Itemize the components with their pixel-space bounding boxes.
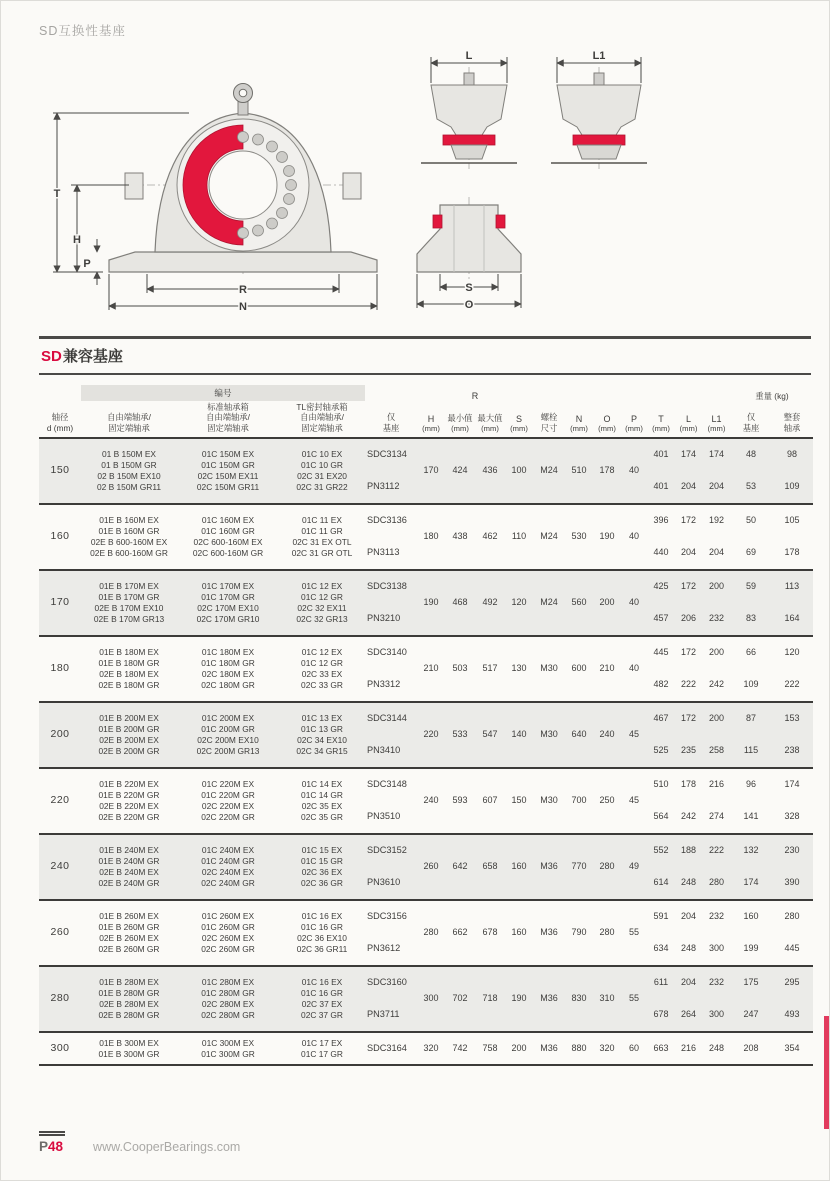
dim-label-L: L: [465, 50, 473, 62]
cell-O: 250: [593, 768, 621, 834]
cell-O: 200: [593, 570, 621, 636]
cell-L: 248: [675, 933, 702, 966]
cell-O: 310: [593, 966, 621, 1032]
header-weight-base: 仅 基座: [731, 401, 771, 438]
cell-P: 60: [621, 1032, 647, 1065]
cell-P: 45: [621, 702, 647, 768]
cell-P: 49: [621, 834, 647, 900]
cell-R_max: 718: [475, 966, 505, 1032]
page-number: P48: [39, 1139, 64, 1154]
cell-part-numbers-free-fixed: 01E B 280M EX 01E B 280M GR 02E B 280M EX 02E B 280M GR: [81, 966, 177, 1032]
cell-L: 178: [680, 779, 697, 790]
table-row: [39, 1032, 813, 1065]
cell-part-numbers-tl: 01C 14 EX 01C 14 GR 02C 35 EX 02C 35 GR: [279, 768, 365, 834]
cell-shaft-diameter: 260: [39, 900, 81, 966]
cell-L1: 232: [702, 966, 731, 999]
cell-T: 425: [647, 570, 675, 603]
cell-L1: 258: [702, 735, 731, 768]
cell-R_min: 424: [445, 438, 475, 504]
cell-O: 190: [593, 504, 621, 570]
cell-H: 260: [417, 834, 445, 900]
cell-L1: 216: [708, 779, 725, 790]
header-shaft-diameter: 轴径 d (mm): [39, 385, 81, 438]
cell-w_base: 66: [745, 647, 756, 658]
cell-base-code: SDC3164: [365, 1032, 417, 1065]
cell-R_max: 678: [475, 900, 505, 966]
cell-bolt: M36: [533, 1032, 565, 1065]
cell-bolt: M36: [533, 900, 565, 966]
cell-w_full: 164: [771, 603, 813, 636]
cell-part-numbers-standard: 01C 200M EX 01C 200M GR 02C 200M EX10 02C 200M GR13: [177, 702, 279, 768]
dim-label-L1: L1: [592, 50, 606, 62]
table-row: [39, 768, 813, 801]
cell-L1: 200: [708, 647, 725, 658]
cell-N: 510: [565, 438, 593, 504]
cell-part-numbers-standard: 01C 150M EX 01C 150M GR 02C 150M EX11 02C 150M GR11: [177, 438, 279, 504]
cell-N: 830: [565, 966, 593, 1032]
cell-part-numbers-tl: 01C 16 EX 01C 16 GR 02C 37 EX 02C 37 GR: [279, 966, 365, 1032]
cell-L: 172: [675, 702, 702, 735]
cell-L: 204: [675, 966, 702, 999]
cell-w_base: 160: [743, 911, 759, 922]
dim-label-S: S: [465, 282, 473, 294]
table-row: [39, 636, 813, 669]
cell-T: 401: [647, 471, 675, 504]
cell-R_min: 742: [445, 1032, 475, 1065]
cell-R_min: 662: [445, 900, 475, 966]
pillow-block-drawing: [39, 47, 809, 317]
page-header-label: SD互换性基座: [39, 24, 126, 38]
cell-w_full: 230: [771, 834, 813, 867]
cell-S: 190: [505, 966, 533, 1032]
cell-N: 700: [565, 768, 593, 834]
table-row: [39, 570, 813, 603]
cell-part-numbers-standard: 01C 260M EX 01C 260M GR 02C 260M EX 02C 260M GR: [177, 900, 279, 966]
cell-w_base: 141: [731, 801, 771, 834]
cell-shaft-diameter: 200: [39, 702, 81, 768]
section-title: [39, 336, 811, 375]
cell-w_base: 50: [745, 515, 756, 526]
cell-L1: 200: [702, 570, 731, 603]
cell-O: 240: [593, 702, 621, 768]
header-N: N (mm): [565, 385, 593, 438]
cell-T: 614: [647, 867, 675, 900]
cell-S: 120: [505, 570, 533, 636]
cell-part-numbers-tl: 01C 12 EX 01C 12 GR 02C 32 EX11 02C 32 GR13: [279, 570, 365, 636]
cell-shaft-diameter: 180: [39, 636, 81, 702]
cell-part-numbers-standard: 01C 160M EX 01C 160M GR 02C 600-160M EX 02C 600-160M GR: [177, 504, 279, 570]
cell-R_max: 517: [475, 636, 505, 702]
cell-part-numbers-free-fixed: 01E B 180M EX 01E B 180M GR 02E B 180M EX 02E B 180M GR: [81, 636, 177, 702]
header-bolt-size: 螺栓 尺寸: [533, 385, 565, 438]
cell-part-numbers-standard: 01C 280M EX 01C 280M GR 02C 280M EX 02C 280M GR: [177, 966, 279, 1032]
cell-T: 634: [647, 933, 675, 966]
technical-drawing: [39, 47, 811, 322]
header-base-only: 仅 基座: [365, 385, 417, 438]
cell-w_base: 109: [731, 669, 771, 702]
header-weight-group: 重量 (kg): [755, 390, 789, 401]
cell-base-code: PN3312: [365, 669, 417, 702]
cell-shaft-diameter: 240: [39, 834, 81, 900]
cell-part-numbers-tl: 01C 11 EX 01C 11 GR 02C 31 EX OTL 02C 31 GR OTL: [279, 504, 365, 570]
cell-N: 880: [565, 1032, 593, 1065]
cell-part-numbers-free-fixed: 01E B 300M EX 01E B 300M GR: [81, 1032, 177, 1065]
cell-w_full: 238: [771, 735, 813, 768]
cell-R_min: 468: [445, 570, 475, 636]
cell-T: 663: [647, 1032, 675, 1065]
cell-H: 190: [417, 570, 445, 636]
cell-P: 40: [621, 570, 647, 636]
cell-N: 770: [565, 834, 593, 900]
cell-T: 445: [653, 647, 669, 658]
cell-part-numbers-free-fixed: 01E B 220M EX 01E B 220M GR 02E B 220M EX 02E B 220M GR: [81, 768, 177, 834]
cell-bolt: M30: [533, 702, 565, 768]
cell-base-code: SDC3138: [365, 570, 417, 603]
table-row: [39, 504, 813, 537]
cell-H: 320: [417, 1032, 445, 1065]
cell-w_full: 105: [784, 515, 800, 526]
cell-part-numbers-tl: 01C 17 EX 01C 17 GR: [279, 1032, 365, 1065]
cell-w_full: 354: [771, 1032, 813, 1065]
cell-part-numbers-free-fixed: 01E B 160M EX 01E B 160M GR 02E B 600-160M EX 02E B 600-160M GR: [81, 504, 177, 570]
cell-S: 100: [505, 438, 533, 504]
cell-L: 204: [675, 537, 702, 570]
cell-L: 174: [675, 438, 702, 471]
cell-H: 280: [417, 900, 445, 966]
cell-P: 40: [621, 438, 647, 504]
cell-w_full: 390: [771, 867, 813, 900]
cell-base-code: PN3612: [365, 933, 417, 966]
table-body: [39, 438, 813, 1065]
cell-N: 530: [565, 504, 593, 570]
header-T: T (mm): [647, 385, 675, 438]
header-S: S (mm): [505, 385, 533, 438]
cell-w_full: 98: [771, 438, 813, 471]
cell-N: 640: [565, 702, 593, 768]
cell-shaft-diameter: 280: [39, 966, 81, 1032]
dim-label-T: T: [53, 188, 61, 200]
cell-bolt: M24: [533, 504, 565, 570]
dim-label-H: H: [73, 234, 81, 246]
cell-w_base: 48: [731, 438, 771, 471]
header-group-number: 编号: [81, 385, 365, 401]
footer-url: www.CooperBearings.com: [93, 1140, 241, 1154]
cell-part-numbers-standard: 01C 170M EX 01C 170M GR 02C 170M EX10 02C 170M GR10: [177, 570, 279, 636]
cell-L: 188: [675, 834, 702, 867]
cell-R_min: 593: [445, 768, 475, 834]
cell-N: 600: [565, 636, 593, 702]
cell-bolt: M30: [533, 636, 565, 702]
cell-part-numbers-standard: 01C 180M EX 01C 180M GR 02C 180M EX 02C 180M GR: [177, 636, 279, 702]
cell-base-code: SDC3140: [367, 647, 407, 658]
cell-H: 300: [417, 966, 445, 1032]
cell-S: 110: [505, 504, 533, 570]
cell-bolt: M24: [533, 438, 565, 504]
cell-base-code: PN3113: [365, 537, 417, 570]
cell-T: 552: [647, 834, 675, 867]
header-standard-housing: 标准轴承箱 自由端轴承/ 固定端轴承: [177, 401, 279, 438]
cell-w_full: 328: [771, 801, 813, 834]
cell-w_full: 109: [771, 471, 813, 504]
cell-part-numbers-free-fixed: 01E B 260M EX 01E B 260M GR 02E B 260M EX 02E B 260M GR: [81, 900, 177, 966]
header-R-min: 最小值 (mm): [445, 401, 475, 438]
cell-P: 45: [621, 768, 647, 834]
cell-R_min: 533: [445, 702, 475, 768]
cell-T: 440: [647, 537, 675, 570]
cell-w_base: 247: [731, 999, 771, 1032]
cell-S: 160: [505, 900, 533, 966]
cell-O: 178: [593, 438, 621, 504]
cell-part-numbers-tl: 01C 13 EX 01C 13 GR 02C 34 EX10 02C 34 GR15: [279, 702, 365, 768]
cell-w_full: 295: [771, 966, 813, 999]
cell-T: 396: [653, 515, 669, 526]
cell-part-numbers-tl: 01C 12 EX 01C 12 GR 02C 33 EX 02C 33 GR: [279, 636, 365, 702]
header-free-fixed: 自由端轴承/ 固定端轴承: [81, 401, 177, 438]
top-view-L1: [551, 57, 647, 169]
cell-L1: 248: [702, 1032, 731, 1065]
cell-L1: 232: [708, 911, 725, 922]
cell-w_base: 59: [731, 570, 771, 603]
cell-P: 40: [621, 504, 647, 570]
cell-T: 482: [647, 669, 675, 702]
dim-label-P: P: [83, 258, 91, 270]
cell-S: 160: [505, 834, 533, 900]
cell-w_base: 174: [731, 867, 771, 900]
cell-H: 170: [417, 438, 445, 504]
cell-H: 210: [417, 636, 445, 702]
cell-w_full: 222: [771, 669, 813, 702]
cell-L: 206: [675, 603, 702, 636]
cell-base-code: SDC3152: [365, 834, 417, 867]
cell-base-code: SDC3160: [365, 966, 417, 999]
top-view-L: [421, 57, 517, 169]
cell-R_min: 702: [445, 966, 475, 1032]
cell-S: 140: [505, 702, 533, 768]
header-R-group: R: [471, 391, 479, 401]
cell-w_base: 115: [731, 735, 771, 768]
cell-part-numbers-tl: 01C 10 EX 01C 10 GR 02C 31 EX20 02C 31 GR22: [279, 438, 365, 504]
cell-O: 280: [593, 900, 621, 966]
cell-part-numbers-standard: 01C 240M EX 01C 240M GR 02C 240M EX 02C 240M GR: [177, 834, 279, 900]
cell-T: 591: [653, 911, 669, 922]
table-row: [39, 438, 813, 471]
cell-shaft-diameter: 150: [39, 438, 81, 504]
cell-L: 172: [680, 647, 697, 658]
cell-R_max: 758: [475, 1032, 505, 1065]
cell-base-code: PN3410: [365, 735, 417, 768]
cell-w_full: 113: [771, 570, 813, 603]
header-H: H (mm): [417, 385, 445, 438]
table-row: [39, 702, 813, 735]
cell-part-numbers-free-fixed: 01 B 150M EX 01 B 150M GR 02 B 150M EX10 02 B 150M GR11: [81, 438, 177, 504]
cell-w_base: 83: [731, 603, 771, 636]
cell-base-code: SDC3156: [367, 911, 407, 922]
cell-L1: 174: [702, 438, 731, 471]
cell-part-numbers-tl: 01C 16 EX 01C 16 GR 02C 36 EX10 02C 36 GR11: [279, 900, 365, 966]
cell-part-numbers-standard: 01C 300M EX 01C 300M GR: [177, 1032, 279, 1065]
cell-R_max: 607: [475, 768, 505, 834]
header-O: O (mm): [593, 385, 621, 438]
cell-R_max: 658: [475, 834, 505, 900]
cell-L1: 222: [702, 834, 731, 867]
cell-S: 130: [505, 636, 533, 702]
table-header: [39, 385, 813, 438]
dim-label-O: O: [464, 299, 474, 311]
cell-bolt: M30: [533, 768, 565, 834]
header-R-max: 最大值 (mm): [475, 401, 505, 438]
cell-P: 55: [621, 966, 647, 1032]
cell-O: 320: [593, 1032, 621, 1065]
cell-shaft-diameter: 170: [39, 570, 81, 636]
cell-T: 401: [647, 438, 675, 471]
cell-T: 457: [647, 603, 675, 636]
cell-base-code: PN3112: [365, 471, 417, 504]
cell-L: 248: [675, 867, 702, 900]
cell-base-code: SDC3134: [365, 438, 417, 471]
cell-w_base: 53: [731, 471, 771, 504]
table-row: [39, 900, 813, 933]
dim-label-N: N: [239, 301, 247, 313]
table-row: [39, 966, 813, 999]
cell-w_full: 445: [771, 933, 813, 966]
header-L1: L1 (mm): [702, 385, 731, 438]
cell-w_base: 132: [731, 834, 771, 867]
dim-label-R: R: [239, 284, 247, 296]
cell-T: 564: [647, 801, 675, 834]
cell-base-code: PN3610: [365, 867, 417, 900]
cell-H: 240: [417, 768, 445, 834]
cell-L1: 300: [702, 999, 731, 1032]
cell-bolt: M36: [533, 834, 565, 900]
cell-T: 510: [653, 779, 669, 790]
cell-L: 235: [675, 735, 702, 768]
cell-L1: 280: [702, 867, 731, 900]
cell-base-code: PN3711: [365, 999, 417, 1032]
header-weight-full: 整套 轴承: [771, 401, 813, 438]
cell-R_min: 438: [445, 504, 475, 570]
cell-part-numbers-free-fixed: 01E B 200M EX 01E B 200M GR 02E B 200M EX 02E B 200M GR: [81, 702, 177, 768]
cell-T: 678: [647, 999, 675, 1032]
cell-L1: 204: [702, 537, 731, 570]
table-row: [39, 834, 813, 867]
cell-T: 611: [647, 966, 675, 999]
cell-w_full: 178: [771, 537, 813, 570]
cell-bolt: M36: [533, 966, 565, 1032]
cell-bolt: M24: [533, 570, 565, 636]
cell-N: 790: [565, 900, 593, 966]
cell-base-code: SDC3148: [367, 779, 407, 790]
cell-O: 210: [593, 636, 621, 702]
cell-base-code: SDC3136: [367, 515, 407, 526]
cell-R_max: 462: [475, 504, 505, 570]
cell-shaft-diameter: 160: [39, 504, 81, 570]
cell-L1: 200: [702, 702, 731, 735]
cell-L1: 192: [708, 515, 725, 526]
cell-L: 204: [680, 911, 697, 922]
cell-T: 525: [647, 735, 675, 768]
spec-table: [39, 385, 813, 1066]
cell-L1: 300: [702, 933, 731, 966]
cell-R_min: 503: [445, 636, 475, 702]
cell-base-code: PN3210: [365, 603, 417, 636]
cell-w_base: 96: [745, 779, 756, 790]
cell-w_full: 280: [784, 911, 800, 922]
page-edge-tab: [824, 1016, 829, 1129]
cell-w_full: 153: [771, 702, 813, 735]
cell-L: 264: [675, 999, 702, 1032]
cell-part-numbers-free-fixed: 01E B 170M EX 01E B 170M GR 02E B 170M EX10 02E B 170M GR13: [81, 570, 177, 636]
cell-P: 40: [621, 636, 647, 702]
cell-part-numbers-free-fixed: 01E B 240M EX 01E B 240M GR 02E B 240M EX 02E B 240M GR: [81, 834, 177, 900]
cell-w_base: 87: [731, 702, 771, 735]
cell-L: 204: [675, 471, 702, 504]
cell-L1: 232: [702, 603, 731, 636]
cell-base-code: PN3510: [365, 801, 417, 834]
cell-shaft-diameter: 300: [39, 1032, 81, 1065]
cell-w_base: 175: [731, 966, 771, 999]
cell-w_full: 120: [784, 647, 800, 658]
cell-L1: 274: [702, 801, 731, 834]
cell-O: 280: [593, 834, 621, 900]
cell-R_max: 547: [475, 702, 505, 768]
cell-part-numbers-tl: 01C 15 EX 01C 15 GR 02C 36 EX 02C 36 GR: [279, 834, 365, 900]
cell-H: 180: [417, 504, 445, 570]
cell-H: 220: [417, 702, 445, 768]
cell-R_max: 436: [475, 438, 505, 504]
cell-base-code: SDC3144: [365, 702, 417, 735]
header-P: P (mm): [621, 385, 647, 438]
header-L: L (mm): [675, 385, 702, 438]
cell-S: 150: [505, 768, 533, 834]
cell-T: 467: [647, 702, 675, 735]
section-title-text: 兼容基座: [62, 348, 123, 365]
cell-P: 55: [621, 900, 647, 966]
page-footer: [39, 1139, 240, 1154]
cell-L: 222: [675, 669, 702, 702]
cell-L: 172: [675, 570, 702, 603]
cell-L: 242: [675, 801, 702, 834]
cell-S: 200: [505, 1032, 533, 1065]
section-title-accent: SD: [41, 348, 62, 365]
cell-R_min: 642: [445, 834, 475, 900]
cell-L1: 204: [702, 471, 731, 504]
cell-w_base: 69: [731, 537, 771, 570]
cell-N: 560: [565, 570, 593, 636]
cell-w_full: 493: [771, 999, 813, 1032]
cell-w_full: 174: [784, 779, 800, 790]
header-tl-sealed-housing: TL密封轴承箱 自由端轴承/ 固定端轴承: [279, 401, 365, 438]
cell-part-numbers-standard: 01C 220M EX 01C 220M GR 02C 220M EX 02C 220M GR: [177, 768, 279, 834]
cell-R_max: 492: [475, 570, 505, 636]
cell-w_base: 199: [731, 933, 771, 966]
cell-w_base: 208: [731, 1032, 771, 1065]
cell-shaft-diameter: 220: [39, 768, 81, 834]
cell-L: 216: [675, 1032, 702, 1065]
cell-L: 172: [680, 515, 697, 526]
cell-L1: 242: [702, 669, 731, 702]
